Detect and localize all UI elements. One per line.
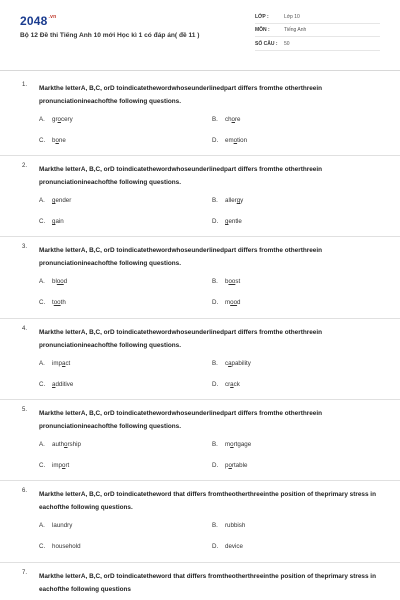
word-part: y — [240, 197, 244, 204]
answer-option[interactable] — [39, 116, 73, 123]
word-part: b — [52, 137, 56, 144]
question-text: Markthe letterA, B,C, orD toindicatethewordwhoseunderlinedpart differs fromthe otherthreein pronunciationineachofthe following questions. — [39, 166, 322, 186]
underlined-part: o — [64, 441, 68, 448]
word-part: laundry — [52, 522, 73, 529]
answer-option[interactable] — [39, 381, 73, 388]
option-letter: B. — [212, 441, 218, 448]
meta-key: MÔN : — [255, 27, 270, 33]
underlined-part: a — [61, 360, 66, 367]
question-number: 4. — [22, 326, 28, 332]
word-part: m — [225, 299, 231, 306]
word-part: cery — [60, 116, 73, 123]
word-part: b — [225, 278, 229, 285]
site-logo[interactable] — [20, 14, 56, 28]
option-word — [225, 462, 247, 469]
meta-row-count — [255, 39, 380, 51]
question-number: 3. — [22, 244, 28, 250]
answer-option[interactable] — [212, 543, 243, 550]
word-part: d — [63, 278, 68, 285]
word-part: p — [225, 462, 229, 469]
option-word — [52, 278, 67, 285]
question-number: 1. — [22, 82, 28, 88]
answer-option[interactable] — [212, 360, 251, 367]
logo-sub: .vn — [48, 14, 57, 20]
word-part: st — [235, 278, 241, 285]
word-part: rship — [67, 441, 81, 448]
option-word — [52, 137, 66, 144]
option-letter: C. — [39, 381, 46, 388]
question-number: 5. — [22, 407, 28, 413]
option-word — [52, 543, 81, 550]
logo-main: 2048 — [20, 14, 48, 28]
answer-option[interactable] — [39, 299, 66, 306]
option-letter: D. — [212, 137, 219, 144]
option-word — [225, 278, 240, 285]
option-word — [52, 441, 81, 448]
option-word — [52, 462, 69, 469]
word-part: re — [235, 116, 241, 123]
option-letter: C. — [39, 543, 46, 550]
underlined-part: a — [52, 381, 56, 388]
option-word — [225, 381, 240, 388]
underlined-part: g — [52, 197, 56, 204]
underlined-part: o — [57, 116, 61, 123]
option-word — [52, 522, 72, 529]
option-word — [225, 441, 251, 448]
word-part: ne — [58, 137, 66, 144]
underlined-part: o — [233, 137, 238, 144]
answer-option[interactable] — [39, 278, 67, 285]
answer-option[interactable] — [212, 278, 240, 285]
option-letter: B. — [212, 116, 218, 123]
option-letter: A. — [39, 441, 45, 448]
option-letter: C. — [39, 462, 46, 469]
word-part: imp — [52, 462, 62, 469]
meta-value: Lớp 10 — [284, 14, 300, 20]
underlined-part: a — [230, 381, 234, 388]
word-part: aller — [225, 197, 237, 204]
word-part: entle — [228, 218, 242, 225]
question-divider — [0, 318, 400, 319]
option-letter: D. — [212, 543, 219, 550]
answer-option[interactable] — [212, 116, 241, 123]
page-title: Bộ 12 Đề thi Tiếng Anh 10 mới Học kì 1 có đáp án( đề 11 ) — [20, 32, 200, 39]
word-part: rubbish — [225, 522, 246, 529]
word-part: c — [225, 360, 229, 367]
option-word — [52, 116, 73, 123]
answer-option[interactable] — [212, 197, 243, 204]
answer-option[interactable] — [39, 137, 66, 144]
word-part: auth — [52, 441, 65, 448]
option-word — [225, 218, 242, 225]
underlined-part: o — [55, 137, 59, 144]
word-part: rtgage — [233, 441, 252, 448]
option-letter: A. — [39, 360, 45, 367]
option-word — [52, 299, 66, 306]
option-word — [52, 381, 73, 388]
underlined-part: o — [228, 462, 232, 469]
word-part: rtable — [231, 462, 248, 469]
question-divider — [0, 562, 400, 563]
header — [0, 0, 400, 70]
word-part: t — [52, 299, 54, 306]
question-number: 6. — [22, 488, 28, 494]
option-letter: B. — [212, 278, 218, 285]
answer-option[interactable] — [212, 381, 240, 388]
option-letter: B. — [212, 360, 218, 367]
answer-option[interactable] — [39, 360, 70, 367]
meta-value: Tiếng Anh — [284, 27, 307, 33]
option-letter: A. — [39, 116, 45, 123]
header-divider — [0, 70, 400, 71]
answer-option[interactable] — [39, 441, 81, 448]
option-letter: D. — [212, 381, 219, 388]
option-letter: A. — [39, 522, 45, 529]
option-letter: C. — [39, 218, 46, 225]
meta-key: SỐ CÂU : — [255, 41, 278, 47]
word-part: ck — [233, 381, 240, 388]
underlined-part: o — [61, 462, 66, 469]
word-part: em — [225, 137, 234, 144]
option-letter: B. — [212, 197, 218, 204]
option-word — [52, 218, 64, 225]
underlined-part: oo — [228, 278, 236, 285]
question-text: Markthe letterA, B,C, orD toindicatethewordwhoseunderlinedpart differs fromthe otherthreein pronunciationineachofthe following questions. — [39, 329, 322, 349]
word-part: ct — [65, 360, 71, 367]
underlined-part: oo — [56, 278, 64, 285]
option-word — [225, 137, 247, 144]
word-part: dditive — [55, 381, 74, 388]
meta-row-subject — [255, 25, 380, 37]
question-divider — [0, 236, 400, 237]
word-part: th — [60, 299, 66, 306]
question-text: Markthe letterA, B,C, orD toindicatethewordwhoseunderlinedpart differs fromthe otherthreein pronunciationineachofthe following questions. — [39, 410, 322, 430]
word-part: ch — [225, 116, 232, 123]
answer-option[interactable] — [212, 218, 242, 225]
word-part: ain — [55, 218, 64, 225]
option-letter: D. — [212, 462, 219, 469]
answer-option[interactable] — [212, 137, 247, 144]
question-number: 2. — [22, 163, 28, 169]
option-letter: C. — [39, 299, 46, 306]
question-divider — [0, 399, 400, 400]
word-part: ender — [55, 197, 72, 204]
underlined-part: oo — [53, 299, 61, 306]
option-word — [225, 197, 243, 204]
option-word — [225, 116, 241, 123]
question-divider — [0, 480, 400, 481]
answer-option[interactable] — [212, 441, 251, 448]
answer-option[interactable] — [39, 543, 81, 550]
underlined-part: a — [228, 360, 232, 367]
underlined-part: o — [230, 441, 234, 448]
option-word — [225, 522, 245, 529]
question-text: Markthe letterA, B,C, orD toindicatethewordwhoseunderlinedpart differs fromthe otherthreein pronunciationineachofthe following questions. — [39, 247, 322, 267]
option-word — [225, 299, 241, 306]
answer-option[interactable] — [39, 462, 69, 469]
option-letter: A. — [39, 197, 45, 204]
answer-option[interactable] — [39, 197, 71, 204]
underlined-part: o — [231, 116, 235, 123]
word-part: m — [225, 441, 231, 448]
underlined-part: g — [52, 218, 56, 225]
answer-option[interactable] — [212, 299, 241, 306]
option-letter: A. — [39, 278, 45, 285]
word-part: cr — [225, 381, 231, 388]
answer-option[interactable] — [39, 522, 72, 529]
question-text: Markthe letterA, B,C, orD toindicatethewordwhoseunderlinedpart differs fromthe otherthreein pronunciationineachofthe following questions. — [39, 85, 322, 105]
meta-value: 50 — [284, 41, 290, 47]
underlined-part: g — [225, 218, 229, 225]
answer-option[interactable] — [39, 218, 64, 225]
meta-key: LỚP : — [255, 14, 269, 20]
word-part: imp — [52, 360, 62, 367]
underlined-part: g — [236, 197, 241, 204]
option-word — [52, 197, 71, 204]
word-part: household — [52, 543, 81, 550]
word-part: pability — [231, 360, 251, 367]
option-word — [52, 360, 70, 367]
meta-row-class — [255, 12, 380, 24]
word-part: gr — [52, 116, 58, 123]
question-text: Markthe letterA, B,C, orD toindicatetheword that differs fromtheotherthreeinthe position of theprimary stress in eachofthe following questions — [39, 573, 376, 593]
word-part: bl — [52, 278, 57, 285]
word-part: device — [225, 543, 243, 550]
option-word — [225, 360, 251, 367]
underlined-part: oo — [230, 299, 238, 306]
option-letter: D. — [212, 299, 219, 306]
answer-option[interactable] — [212, 522, 245, 529]
option-letter: B. — [212, 522, 218, 529]
word-part: d — [237, 299, 241, 306]
word-part: tion — [237, 137, 248, 144]
question-divider — [0, 155, 400, 156]
option-letter: C. — [39, 137, 46, 144]
question-text: Markthe letterA, B,C, orD toindicatetheword that differs fromtheotherthreeinthe position of theprimary stress in eachofthe following questions. — [39, 491, 376, 511]
question-number: 7. — [22, 570, 28, 576]
answer-option[interactable] — [212, 462, 247, 469]
word-part: rt — [65, 462, 70, 469]
option-letter: D. — [212, 218, 219, 225]
option-word — [225, 543, 243, 550]
